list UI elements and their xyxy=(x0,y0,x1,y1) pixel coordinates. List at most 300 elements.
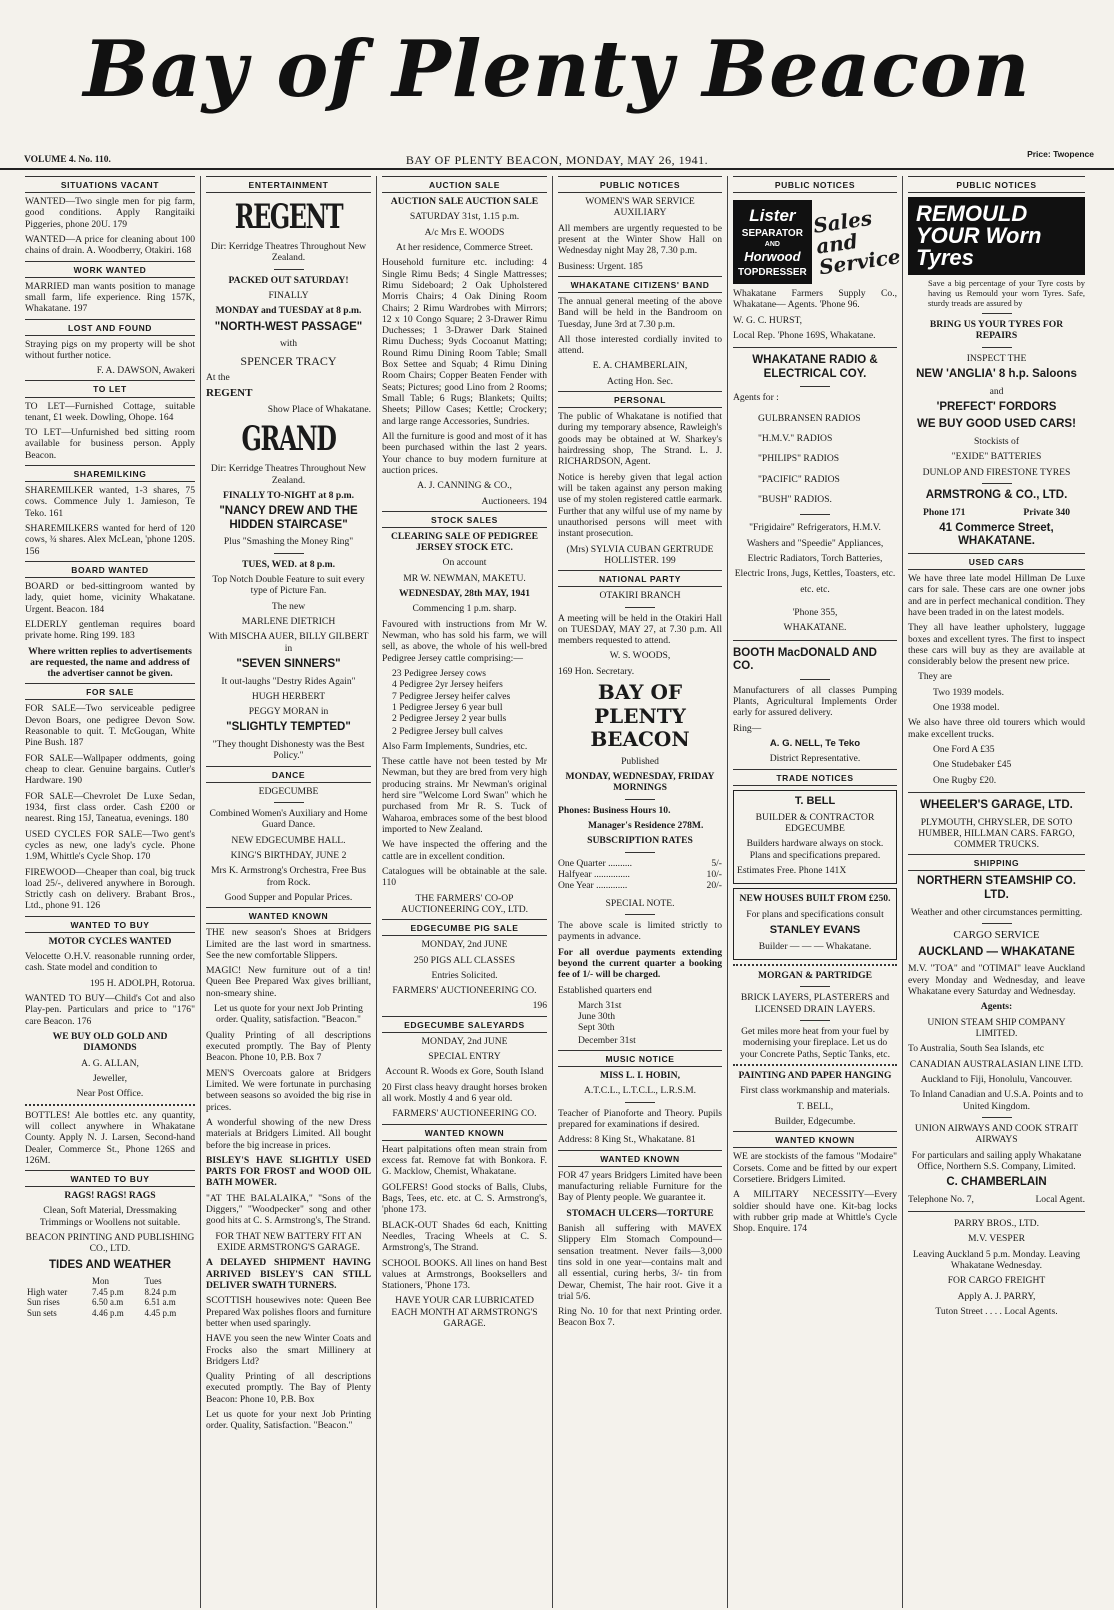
section-heading: BOARD WANTED xyxy=(25,561,195,578)
classified-ad: Household furniture etc. including: 4 Single Rimu Beds; 4 Single Mattresses; Rimu Sideboard; 2 Oak Upholstered Morris Chairs; 4 Oak Dining Room Chairs; 2 Rimu Wardrobes with Mirrors; 12 x 10 Congo Square; 2 3-Drawer Rimu Duchesses; 1 3-Drawer Dark Stained Rimu Duchess; 9yds Cocoanut Matting; Round Rimu Dining Room Table; Small Box Settee and Squab; 4 Rimu Dining Room Chairs; Copper Beaten Fender with Seats; Pictures; good Lino from 2 Rooms; Small Table; 6 Rugs; Blankets; Quilts; Sheets; Pillow Cases; Kettle; Crockery; and large range Accessories, Sundries. xyxy=(382,257,547,427)
table-row xyxy=(25,1308,195,1319)
classified-ad: Manufacturers of all classes Pumping Plants, Agricultural Implements Order early for assured delivery. xyxy=(733,684,897,719)
ad-line: Stockists of xyxy=(973,436,1020,447)
list-item: 7 Pedigree Jersey heifer calves xyxy=(392,690,511,702)
classified-ad: A MILITARY NECESSITY—Every soldier should have one. Kit-bag locks with rubber grip made at Whittle's Cycle Shop. Enquire. 174 xyxy=(733,1189,897,1235)
classified-ad: A wonderful showing of the new Dress materials at Bridgers Limited. All bought before the big increase in prices. xyxy=(206,1116,371,1151)
advertiser-detail: Near Post Office. xyxy=(76,1088,144,1100)
advertiser-name: WHEELER'S GARAGE, LTD. xyxy=(920,798,1073,811)
tides-heading: TIDES AND WEATHER xyxy=(48,1258,172,1271)
list-item: 2 Pedigree Jersey bull calves xyxy=(392,725,503,737)
ad-line: TUES, WED. at 8 p.m. xyxy=(241,558,336,570)
section-heading: EDGECUMBE SALEYARDS xyxy=(382,1016,547,1033)
classified-ad: All the furniture is good and most of it has been purchased within the last 2 years. Your chance to buy modern furniture at auction prices. xyxy=(382,430,547,476)
ad-line: FOR CARGO FREIGHT xyxy=(947,1275,1046,1287)
classified-ad: MEN'S Overcoats galore at Bridgers Limited. We were fortunate in purchasing between seasons so avoided the big rise in prices. xyxy=(206,1067,371,1113)
price: Price: Twopence xyxy=(1027,149,1094,159)
ad-line: Account R. Woods ex Gore, South Island xyxy=(385,1066,544,1078)
ad-line: Combined Women's Auxiliary and Home Guard Dance. xyxy=(209,808,368,831)
section-heading: WANTED KNOWN xyxy=(206,907,371,924)
classified-ad: We have inspected the offering and the cattle are in excellent condition. xyxy=(382,839,547,862)
ad-line: WHAKATANE. xyxy=(783,622,847,634)
ad-title: WE BUY GOOD USED CARS! xyxy=(917,418,1076,431)
classified-ad: BISLEY'S HAVE SLIGHTLY USED PARTS FOR FROST and WOOD OIL BATH MOWER. xyxy=(206,1154,371,1189)
ad-line: M.V. VESPER xyxy=(968,1233,1025,1245)
advertiser-detail: Tuton Street . . . . Local Agents. xyxy=(935,1305,1058,1317)
list-item: 1 Pedigree Jersey 6 year bull xyxy=(392,701,503,713)
classified-ad: SHAREMILKER wanted, 1-3 shares, 75 cows. Commence July 1. Jamieson, Te Teko. 161 xyxy=(25,485,195,519)
brand-name: Horwood xyxy=(744,249,801,265)
divider xyxy=(982,923,1012,924)
advertiser-name: T. BELL, xyxy=(796,1100,834,1112)
section-heading: PUBLIC NOTICES xyxy=(908,176,1085,193)
reply-notice: Where written replies to advertisements are requested, the name and address of the advertiser cannot be given. xyxy=(28,645,192,680)
theatre-name-grand: GRAND xyxy=(241,419,336,460)
ad-line: To Australia, South Sea Islands, etc xyxy=(908,1043,1045,1055)
classified-ad: We also have three old tourers which would make excellent trucks. xyxy=(908,717,1085,740)
classified-ad: HAVE YOUR CAR LUBRICATED EACH MONTH AT ARMSTRONG'S GARAGE. xyxy=(391,1295,538,1330)
advertiser-detail: 169 Hon. Secretary. xyxy=(558,665,635,677)
film-title: "NANCY DREW AND THE HIDDEN STAIRCASE" xyxy=(219,505,358,531)
car-model: 'PREFECT' FORDORS xyxy=(936,400,1057,413)
classified-ad: FOR SALE—Wallpaper oddments, going cheap to clear. Genuine bargains. Cutler's Hardware. 190 xyxy=(25,752,195,787)
car-model: NEW 'ANGLIA' 8 h.p. Saloons xyxy=(916,368,1077,380)
rate-row xyxy=(558,880,722,891)
classified-ad: The public of Whakatane is notified that during my temporary absence, Rawleigh's goods may be obtained at W. Sharkey's hairdressing shop, The Strand. L. J. RICHARDSON, Agent. xyxy=(558,411,722,468)
advertiser-name: ARMSTRONG & CO., LTD. xyxy=(925,488,1068,501)
ad-title: AUCKLAND — WHAKATANE xyxy=(918,945,1075,958)
newspaper-title: Bay of Plenty Beacon xyxy=(83,24,1031,115)
rate-label: One Quarter .......... xyxy=(558,857,633,869)
classified-ad: BOTTLES! Ale bottles etc. any quantity, will collect anywhere in Whakatane County. Apply N. J. Larsen, Second-hand Dealer, Commerce St., Phone 126S and 126M. xyxy=(25,1109,195,1166)
divider xyxy=(800,386,830,387)
issue-date: BAY OF PLENTY BEACON, MONDAY, MAY 26, 1941. xyxy=(405,153,709,167)
table-cell: Sun sets xyxy=(27,1308,57,1319)
classified-ad: Favoured with instructions from Mr W. Newman, who has sold his farm, we will sell, as above, the whole of his well-bred Pedigree Jersey cattle comprising:— xyxy=(382,618,547,664)
volume-number: VOLUME 4. No. 110. xyxy=(24,155,111,165)
ad-line: with xyxy=(279,338,298,350)
ad-line: Estimates Free. Phone 141X xyxy=(737,864,847,876)
ad-line: BUILDER & CONTRACTOR EDGECUMBE xyxy=(755,811,875,834)
list-item: "PHILIPS" RADIOS xyxy=(758,453,840,465)
list-item: One 1938 model. xyxy=(933,702,1000,714)
phone-row xyxy=(908,507,1085,518)
ad-line: SPECIAL ENTRY xyxy=(428,1051,501,1063)
ad-line: Top Notch Double Feature to suit every type of Picture Fan. xyxy=(212,574,365,597)
classified-ad: Let us quote for your next Job Printing order. Quality, satisfaction. "Beacon." xyxy=(214,1003,363,1026)
classified-ad: FOR SALE—Two serviceable pedigree Devon Boars, one pedigree Devon Sow. Reasonable to quit. T. McGougan, White Pine Bush. 187 xyxy=(25,703,195,749)
ad-title: STOMACH ULCERS—TORTURE xyxy=(566,1207,714,1219)
phone-number: Phone 171 xyxy=(923,506,966,518)
ad-line: Plus "Smashing the Money Ring" xyxy=(223,536,354,548)
section-heading: WORK WANTED xyxy=(25,261,195,278)
ad-line: "They thought Dishonesty was the Best Policy." xyxy=(212,739,365,762)
ad-line: Good Supper and Popular Prices. xyxy=(224,891,353,903)
advertiser-name: A. G. ALLAN, xyxy=(81,1057,139,1069)
divider xyxy=(800,514,830,515)
classified-ad: SCOTTISH housewives note: Queen Bee Prepared Wax polishes floors and furniture better when used sparingly. xyxy=(206,1295,371,1329)
divider xyxy=(908,792,1085,793)
classified-ad: FOR THAT NEW BATTERY FIT AN EXIDE ARMSTRONG'S GARAGE. xyxy=(215,1230,362,1254)
classified-ad: USED CYCLES FOR SALE—Two gent's cycles as new, one lady's cycle. Phone 1.9M, Whittle's Cycle Shop. 170 xyxy=(25,828,195,863)
ad-line: KING'S BIRTHDAY, JUNE 2 xyxy=(230,849,347,861)
classified-ad: Velocette O.H.V. reasonable running order, cash. State model and condition to xyxy=(25,951,195,974)
classified-ad: FOR SALE—Chevrolet De Luxe Sedan, 1934, first class order. Cash £200 or nearest. Ring 15J, Taneatua, evenings. 180 xyxy=(25,790,195,825)
rate-label: One Year ............. xyxy=(558,880,628,892)
classified-ad: WANTED—A price for cleaning about 100 chains of drain. A. Woodberry, Otakiri. 168 xyxy=(25,233,195,257)
classified-ad: WANTED TO BUY—Child's Cot and also Play-pen. Particulars and price to "176" care Beacon. 176 xyxy=(25,993,195,1027)
classified-ad: THE new season's Shoes at Bridgers Limited are the last word in smartness. See the new comfortable Slippers. xyxy=(206,927,371,961)
advertiser-name: BEACON PRINTING AND PUBLISHING CO., LTD. xyxy=(25,1232,195,1255)
ad-line: They are xyxy=(918,671,952,683)
table-cell: 4.46 p.m xyxy=(91,1308,124,1319)
ad-line: A/c Mrs E. WOODS xyxy=(424,226,505,238)
ad-line: MONDAY, WEDNESDAY, FRIDAY MORNINGS xyxy=(565,771,715,794)
list-item: June 30th xyxy=(578,1011,616,1023)
classified-ad: FOR 47 years Bridgers Limited have been manufacturing reliable Furniture for the Bay of Plenty people. We guarantee it. xyxy=(558,1169,722,1204)
advertiser-name: Apply A. J. PARRY, xyxy=(957,1290,1036,1302)
ad-line: Weather and other circumstances permitting. xyxy=(910,906,1083,918)
ad-line: With MISCHA AUER, BILLY GILBERT in xyxy=(208,631,369,654)
ad-line: "EXIDE" BATTERIES xyxy=(951,451,1042,463)
ad-line: Commencing 1 p.m. sharp. xyxy=(412,603,517,615)
rate-value: 20/- xyxy=(706,880,722,892)
classified-ad: BOARD or bed-sittingroom wanted by lady, quiet home, vicinity Whakatane. Urgent. Beacon. 184 xyxy=(25,580,195,615)
classified-ad: MAGIC! New furniture out of a tin! Queen Bee Prepared Wax gives brilliant, non-smeary shine. xyxy=(206,965,371,999)
evans-builder-ad xyxy=(733,888,897,960)
divider xyxy=(274,269,304,270)
remould-tyres-banner: REMOULD YOUR Worn Tyres xyxy=(908,197,1085,275)
advertiser-name: MISS L. I. HOBIN, xyxy=(600,1070,680,1082)
section-heading: PERSONAL xyxy=(558,391,722,408)
ad-line: MONDAY, 2nd JUNE xyxy=(421,1035,508,1047)
classified-ad: HAVE you seen the new Winter Coats and Frocks also the smart Millinery at Bridgers Ltd? xyxy=(206,1333,371,1367)
film-title: "NORTH-WEST PASSAGE" xyxy=(214,320,363,333)
ad-line: UNION AIRWAYS AND COOK STRAIT AIRWAYS xyxy=(914,1122,1079,1146)
section-heading: WANTED TO BUY xyxy=(25,1170,195,1187)
ad-line: PLYMOUTH, CHRYSLER, DE SOTO HUMBER, HILLMAN CARS. FARGO, COMMER TRUCKS. xyxy=(918,816,1075,851)
ad-line: and xyxy=(989,385,1004,397)
section-heading: ENTERTAINMENT xyxy=(206,176,371,193)
section-heading: MUSIC NOTICE xyxy=(558,1050,722,1067)
table-header: Tues xyxy=(144,1276,162,1287)
ad-line: The new xyxy=(271,600,306,612)
list-item: March 31st xyxy=(578,999,622,1011)
classified-ad: Business: Urgent. 185 xyxy=(558,260,643,272)
classified-ad: Builders hardware always on stock. Plans and specifications prepared. xyxy=(746,838,884,861)
divider xyxy=(800,1020,830,1021)
ad-title: SUBSCRIPTION RATES xyxy=(587,835,693,847)
film-star: SPENCER TRACY xyxy=(240,353,337,368)
column-motoring-shipping xyxy=(902,176,1090,1608)
advertiser-name: THE FARMERS' CO-OP AUCTIONEERING COY., LTD. xyxy=(400,892,529,915)
theatre-name-regent: REGENT xyxy=(234,197,343,238)
list-item: One Studebaker £45 xyxy=(933,759,1012,771)
classified-ad: Whakatane Farmers Supply Co., Whakatane— Agents. 'Phone 96. xyxy=(733,288,897,311)
beacon-title: BAY OF PLENTY BEACON xyxy=(590,680,690,752)
ad-title: SPECIAL NOTE. xyxy=(605,897,675,909)
section-heading: SHAREMILKING xyxy=(25,465,195,482)
advertiser-name: 195 H. ADOLPH, Rotorua. xyxy=(90,977,195,989)
divider xyxy=(982,1117,1012,1118)
advertiser-name: STANLEY EVANS xyxy=(769,923,861,936)
column-public-notices xyxy=(552,176,727,1608)
classified-ad: Clean, Soft Material, Dressmaking Trimmings or Woollens not suitable. xyxy=(39,1205,181,1228)
list-item: Two 1939 models. xyxy=(933,686,1005,698)
ad-line: OTAKIRI BRANCH xyxy=(599,590,681,602)
ad-line: MONDAY and TUESDAY at 8 p.m. xyxy=(215,305,362,317)
ad-title: PAINTING AND PAPER HANGING xyxy=(738,1070,892,1082)
ad-line: Manager's Residence 278M. xyxy=(588,820,704,832)
ad-line: Agents for : xyxy=(733,392,779,404)
phone-number: Telephone No. 7, xyxy=(908,1193,974,1205)
ad-title: AUCTION SALE AUCTION SALE xyxy=(390,196,539,208)
list-item: "PACIFIC" RADIOS xyxy=(758,473,840,485)
divider xyxy=(982,313,1012,314)
ad-line: NEW EDGECUMBE HALL. xyxy=(231,834,346,846)
advertiser-detail: A.T.C.L., L.T.C.L., L.R.S.M. xyxy=(583,1085,697,1097)
advertiser-name: W. S. WOODS, xyxy=(609,650,671,662)
ad-line: UNION STEAM SHIP COMPANY LIMITED. xyxy=(927,1016,1066,1039)
classified-ad: 20 First class heavy draught horses broken all work. Mostly 4 and 6 year old. xyxy=(382,1081,547,1105)
divider xyxy=(733,347,897,348)
ad-title: WOMEN'S WAR SERVICE AUXILIARY xyxy=(585,196,695,219)
ad-line: It out-laughs "Destry Rides Again" xyxy=(221,675,356,687)
classified-ad: Banish all suffering with MAVEX Slippery Elm Stomach Compound—sensation treatment. Never fails—3,000 tins sold in one year—contains malt and all essential, curing herbs, 3/- tin from Dewar, Chemist, The hair root. Give it a trial 5/6. xyxy=(558,1222,722,1302)
table-cell: 6.51 a.m xyxy=(144,1297,176,1308)
film-star: PEGGY MORAN in xyxy=(248,706,329,718)
table-row xyxy=(25,1287,195,1298)
agent-label: Local Agent. xyxy=(1035,1193,1085,1205)
ad-line: Published xyxy=(621,755,659,767)
classified-ad: All members are urgently requested to be present at the Winter Show Hall on Wednesday night May 28, 7.30 p.m. xyxy=(558,222,722,257)
divider xyxy=(625,852,655,853)
lister-ad xyxy=(733,196,902,287)
divider xyxy=(625,1102,655,1103)
section-heading: NATIONAL PARTY xyxy=(558,570,722,587)
advertiser-name: F. A. DAWSON, Awakeri xyxy=(96,365,195,377)
column-entertainment xyxy=(200,176,376,1608)
classified-ad: Teacher of Pianoforte and Theory. Pupils prepared for examinations if desired. xyxy=(558,1107,722,1131)
classified-ad: SCHOOL BOOKS. All lines on hand Best values at Armstrongs, Booksellers and Stationers, 'Phone 173. xyxy=(382,1257,547,1292)
ad-title: NEW HOUSES BUILT FROM £250. xyxy=(739,893,891,905)
advertiser-name: FARMERS' AUCTIONEERING CO. xyxy=(392,1108,537,1120)
phone-row xyxy=(908,1194,1085,1205)
ad-line: CANADIAN AUSTRALASIAN LINE LTD. xyxy=(909,1058,1084,1070)
section-heading: WANTED KNOWN xyxy=(382,1124,547,1141)
sales-service-slogan: Sales and Service xyxy=(811,205,902,280)
film-title: "SEVEN SINNERS" xyxy=(236,657,341,670)
advertiser-detail: Jeweller, xyxy=(93,1072,127,1084)
ad-title: WHAKATANE RADIO & ELECTRICAL COY. xyxy=(752,354,878,380)
classified-ad: Straying pigs on my property will be shot without further notice. xyxy=(25,338,195,361)
section-heading: PUBLIC NOTICES xyxy=(733,176,897,193)
advertiser-name: W. G. C. HURST, xyxy=(733,314,803,326)
ad-line: At the xyxy=(206,371,230,383)
brand-name: Lister xyxy=(749,206,796,226)
ad-line: On account xyxy=(442,557,487,569)
divider xyxy=(908,1211,1085,1212)
divider xyxy=(733,640,897,641)
column-auctions xyxy=(376,176,552,1608)
divider xyxy=(982,483,1012,484)
brand-line: SEPARATOR xyxy=(741,228,803,240)
ad-line: 250 PIGS ALL CLASSES xyxy=(413,954,516,966)
divider xyxy=(733,1064,897,1066)
list-item: 23 Pedigree Jersey cows xyxy=(392,667,487,679)
classified-ad: Quality Printing of all descriptions executed promptly. The Bay of Plenty Beacon: Phone 10, P.B. Box xyxy=(206,1371,371,1405)
ad-title: CLEARING SALE OF PEDIGREE JERSEY STOCK ETC. xyxy=(390,530,539,554)
ad-title: MORGAN & PARTRIDGE xyxy=(757,970,873,982)
ad-line: First class workmanship and materials. xyxy=(740,1085,890,1097)
phone-number: Private 340 xyxy=(1023,506,1070,518)
classified-ad: A DELAYED SHIPMENT HAVING ARRIVED BISLEY'S CAN STILL DELIVER SWATH TURNERS. xyxy=(206,1257,371,1291)
ad-line: Phones: Business Hours 10. xyxy=(558,804,671,816)
ad-title: BOOTH MacDONALD AND CO. xyxy=(733,646,877,673)
divider xyxy=(800,679,830,680)
section-heading: AUCTION SALE xyxy=(382,176,547,193)
ad-title: RAGS! RAGS! RAGS xyxy=(64,1190,156,1202)
classified-ad: GOLFERS! Good stocks of Balls, Clubs, Bags, Tees, etc. etc. at C. S. Armstrong's, 'phone 173. xyxy=(382,1181,547,1216)
divider xyxy=(25,1104,195,1106)
ad-line: FINALLY xyxy=(268,290,309,302)
table-header xyxy=(25,1276,90,1287)
classified-ad: Let us quote for your next Job Printing order. Quality, Satisfaction. "Beacon." xyxy=(206,1409,371,1432)
masthead xyxy=(0,0,1114,167)
section-heading: STOCK SALES xyxy=(382,511,547,528)
advertiser-name: NORTHERN STEAMSHIP CO. LTD. xyxy=(917,875,1076,902)
advertiser-name: C. CHAMBERLAIN xyxy=(946,1176,1047,1189)
ad-title: BRING US YOUR TYRES FOR REPAIRS xyxy=(929,319,1064,342)
divider xyxy=(274,802,304,803)
film-star: HUGH HERBERT xyxy=(251,690,326,702)
table-cell: 8.24 p.m xyxy=(144,1286,177,1297)
classified-ad: Notice is hereby given that legal action will be taken against any person making use of my stolen registered cattle earmark. Further that any wilful use of my name by unauthorised persons will meet with instant prosecution. xyxy=(558,471,722,540)
classified-ad: MARRIED man wants position to manage small farm, life experience. Ring 157K, Whakatane. 197 xyxy=(25,280,195,315)
section-heading: USED CARS xyxy=(908,553,1085,570)
list-item: GULBRANSEN RADIOS xyxy=(758,412,861,424)
ad-line: Established quarters end xyxy=(558,984,652,996)
theatre-director: Dir: Kerridge Theatres Throughout New Zealand. xyxy=(210,241,367,264)
advertiser-detail: Local Rep. 'Phone 169S, Whakatane. xyxy=(733,330,876,342)
classified-ad: Heart palpitations often mean strain from excess fat. Remove fat with Bonkora. F. G. Macklow, Chemist, Whakatane. xyxy=(382,1143,547,1178)
classified-ad: "AT THE BALALAIKA," "Sons of the Diggers," "Woodpecker" song and other good hits at C. S. Armstrong's, The Strand. xyxy=(206,1192,371,1227)
ad-line: 'Phone 355, xyxy=(792,607,838,619)
section-heading: SITUATIONS VACANT xyxy=(25,176,195,193)
section-heading: TO LET xyxy=(25,380,195,397)
table-cell: Sun rises xyxy=(27,1297,60,1308)
table-header: Mon xyxy=(91,1276,109,1287)
ad-line: WEDNESDAY, 28th MAY, 1941 xyxy=(398,588,531,600)
table-cell: High water xyxy=(27,1286,68,1297)
film-title: "SLIGHTLY TEMPTED" xyxy=(226,721,351,734)
dateline xyxy=(0,149,1114,170)
classified-ad: All those interested cordially invited to attend. xyxy=(558,333,722,357)
classified-ad: Quality Printing of all descriptions executed promptly. The Bay of Plenty Beacon. Phone 10, P.B. Box 7 xyxy=(206,1029,371,1064)
ad-title: MOTOR CYCLES WANTED xyxy=(48,935,172,947)
rate-value: 10/- xyxy=(706,869,722,881)
advertiser-detail: District Representative. xyxy=(769,753,861,765)
film-star: MARLENE DIETRICH xyxy=(241,616,336,628)
list-item: 4 Pedigree 2yr Jersey heifers xyxy=(392,679,503,691)
advertiser-detail: Auctioneers. 194 xyxy=(481,495,547,507)
classified-ad: Also Farm Implements, Sundries, etc. xyxy=(382,740,528,752)
classified-ad: A meeting will be held in the Otakiri Hall on TUESDAY, MAY 27, at 7.30 p.m. All members requested to attend. xyxy=(558,612,722,647)
classified-ad: For particulars and sailing apply Whakatane Office, Northern S.S. Company, Limited. xyxy=(911,1149,1082,1172)
ad-line: Auckland to Fiji, Honolulu, Vancouver. xyxy=(920,1073,1073,1085)
classified-ad: Leaving Auckland 5 p.m. Monday. Leaving Whakatane Wednesday. xyxy=(912,1248,1081,1271)
brand-line: AND xyxy=(764,241,780,249)
divider xyxy=(625,914,655,915)
advertiser-name: (Mrs) SYLVIA CUBAN GERTRUDE HOLLISTER. 199 xyxy=(566,543,714,566)
ad-line: At her residence, Commerce Street. xyxy=(396,241,533,253)
ad-line: FINALLY TO-NIGHT at 8 p.m. xyxy=(223,490,354,502)
ad-line: EDGECUMBE xyxy=(258,785,319,797)
classified-ad: "Frigidaire" Refrigerators, H.M.V. Washers and "Speedie" Appliances, Electric Radiators, Torch Batteries, Electric Irons, Jugs, Kettles, Toasters, etc. etc. etc. xyxy=(734,522,896,595)
list-item: Sept 30th xyxy=(578,1022,615,1034)
advertiser-name: PARRY BROS., LTD. xyxy=(953,1218,1040,1229)
section-heading: WANTED KNOWN xyxy=(733,1131,897,1148)
classified-ad: Save a big percentage of your Tyre costs by having us Remould your worn Tyres. Safe, sturdy treads are assured by xyxy=(928,278,1085,309)
section-heading: WANTED KNOWN xyxy=(558,1150,722,1167)
advertiser-detail: Builder, Edgecumbe. xyxy=(774,1115,856,1127)
tides-table xyxy=(25,1276,195,1318)
table-cell: 6.50 a.m xyxy=(91,1297,124,1308)
classified-ad: M.V. "TOA" and "OTIMAI" leave Auckland every Monday and Wednesday, and leave Whakatane every Saturday and Wednesday. xyxy=(908,963,1085,998)
section-heading: LOST AND FOUND xyxy=(25,319,195,336)
classified-ad: Address: 8 King St., Whakatane. 81 xyxy=(558,1134,696,1146)
ad-line: SATURDAY 31st, 1.15 p.m. xyxy=(409,211,520,223)
divider xyxy=(733,964,897,966)
classified-ad: Get miles more heat from your fuel by modernising your fireplace. Let us do your Concrete Paths, Septic Tanks, etc. xyxy=(740,1026,890,1060)
advertiser-name: FARMERS' AUCTIONEERING CO. xyxy=(392,985,537,997)
ad-line: Ring— xyxy=(733,722,762,734)
classified-ad: They all have leather upholstery, luggage boxes and excellent tyres. The first to inspect these cars will buy as they are available at considerably below the present new price. xyxy=(908,622,1085,668)
classified-ad: TO LET—Unfurnished bed sitting room available for business person. Apply Beacon. xyxy=(25,427,195,461)
classified-ad: For all overdue payments extending beyond the current quarter a booking fee of 1/- will be charged. xyxy=(558,946,722,981)
advertiser-detail: Acting Hon. Sec. xyxy=(606,375,674,387)
advertiser-name: A. J. CANNING & CO., xyxy=(417,480,512,492)
section-heading: TRADE NOTICES xyxy=(733,769,897,786)
rate-value: 5/- xyxy=(711,857,722,869)
classified-ad: WANTED—Two single men for pig farm, good conditions. Apply Rangitaiki Piggeries, phone 20U. 179 xyxy=(25,196,195,230)
classified-ad: WE are stockists of the famous "Modaire" Corsets. Come and be fitted by our expert Corsetiere. Bridgers Limited. xyxy=(733,1151,897,1185)
column-classifieds xyxy=(20,176,200,1608)
ad-line: BRICK LAYERS, PLASTERERS and LICENSED DRAIN LAYERS. xyxy=(740,992,890,1015)
advertiser-detail: Builder — — — Whakatane. xyxy=(758,940,872,952)
theatre-director: Dir: Kerridge Theatres Throughout New Zealand. xyxy=(210,463,367,486)
table-row xyxy=(25,1297,195,1308)
rate-label: Halfyear ............... xyxy=(558,869,630,881)
ad-title: WE BUY OLD GOLD AND DIAMONDS xyxy=(52,1031,168,1054)
ad-line: Entries Solicited. xyxy=(431,969,498,981)
list-item: 2 Pedigree Jersey 2 year bulls xyxy=(392,713,507,725)
bell-builder-ad xyxy=(733,790,897,885)
classified-ad: The above scale is limited strictly to payments in advance. xyxy=(558,919,722,943)
lister-logo xyxy=(733,200,812,284)
section-heading: DANCE xyxy=(206,766,371,783)
table-cell: 7.45 p.m xyxy=(91,1286,124,1297)
rate-row xyxy=(558,858,722,869)
rate-row xyxy=(558,869,722,880)
ad-title: CARGO SERVICE xyxy=(953,928,1040,941)
divider xyxy=(625,607,655,608)
advertiser-name: E. A. CHAMBERLAIN, xyxy=(592,360,688,372)
list-item: "BUSH" RADIOS. xyxy=(758,494,832,506)
classified-ad: The annual general meeting of the above Band will be held in the Bandroom on Tuesday, June 3rd at 7.30 p.m. xyxy=(558,295,722,330)
classified-ad: We have three late model Hillman De Luxe cars for sale. These cars are one owner jobs and are in perfect mechanical condition. They have been traded in on the latest models. xyxy=(908,572,1085,618)
list-item: One Rugby £20. xyxy=(933,774,997,786)
